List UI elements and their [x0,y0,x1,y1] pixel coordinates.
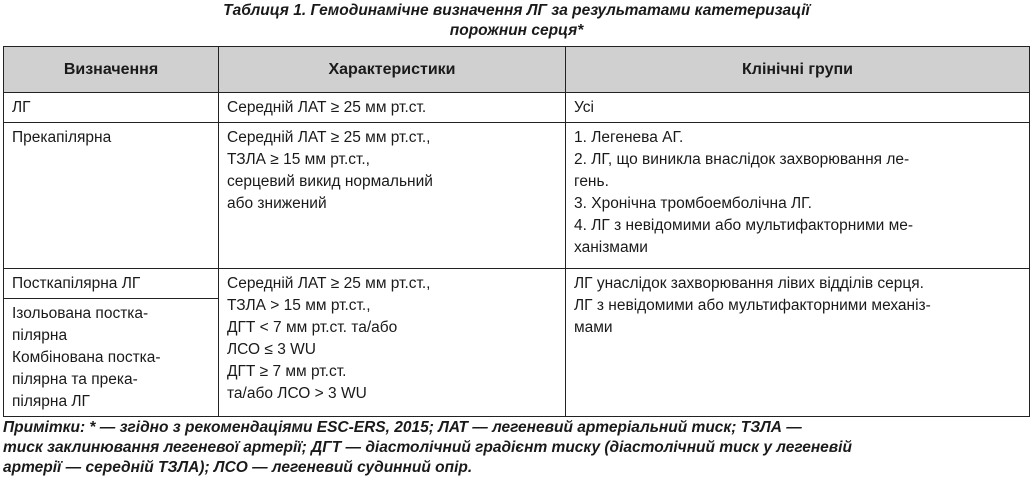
cell-definition: Посткапілярна ЛГ [4,269,219,299]
cell-characteristics [219,269,566,417]
text-line: пілярна та прека- [12,371,138,388]
text-line: ЛСО ≤ 3 WU [227,341,316,358]
text-line: пілярна ЛГ [12,393,90,410]
text-line: Середній ЛАТ ≥ 25 мм рт.ст., [227,129,431,146]
text-line: ТЗЛА > 15 мм рт.ст., [227,297,371,314]
cell-groups [566,123,1030,269]
table-header-row [4,47,1030,93]
text-line: 3. Хронічна тромбоемболічна ЛГ. [574,195,812,212]
cell-groups [566,269,1030,417]
header-clinical-groups: Клінічні групи [566,47,1030,93]
cell-characteristics: Середній ЛАТ ≥ 25 мм рт.ст. [219,93,566,123]
text-line: 2. ЛГ, що виникла внаслідок захворювання ле- [574,151,910,168]
text-line: ханізмами [574,239,648,256]
text-line: мами [574,319,613,336]
cell-definition: ЛГ [4,93,219,123]
cell-groups: Усі [566,93,1030,123]
text-line: гень. [574,173,609,190]
hemodynamic-table [3,46,1030,417]
text-line: Ізольована постка- [12,305,149,322]
table-caption [0,1,1033,41]
text-line: та/або ЛСО > 3 WU [227,385,367,402]
text-line: ЛГ з невідомими або мультифакторними механіз- [574,297,931,314]
text-line: ТЗЛА ≥ 15 мм рт.ст., [227,151,370,168]
text-line: Комбінована постка- [12,349,161,366]
text-line: ДГТ < 7 мм рт.ст. та/або [227,319,398,336]
table-notes [3,418,1029,478]
cell-sub-definition [4,299,219,417]
text-line: 4. ЛГ з невідомими або мультифакторними ме- [574,217,914,234]
notes-line: тиск заклинювання легеневої артерії; ДГТ — діастолічний градієнт тиску (діастолічний тиск у легеневій [3,439,852,456]
text-line: пілярна [12,327,68,344]
cell-definition: Прекапілярна [4,123,219,269]
table-row [4,123,1030,269]
text-line: ДГТ ≥ 7 мм рт.ст. [227,363,347,380]
caption-line-1: Таблиця 1. Гемодинамічне визначення ЛГ за результатами катетеризації [223,2,810,19]
notes-line: Примітки: * — згідно з рекомендаціями ESC-ERS, 2015; ЛАТ — легеневий артеріальний тиск; ТЗЛА — [3,419,802,436]
caption-line-2: порожнин серця* [449,22,584,39]
cell-characteristics [219,123,566,269]
text-line: або знижений [227,195,327,212]
table-row [4,269,1030,299]
text-line: ЛГ унаслідок захворювання лівих відділів серця. [574,275,924,292]
header-definition: Визначення [4,47,219,93]
table-row [4,93,1030,123]
text-line: Середній ЛАТ ≥ 25 мм рт.ст., [227,275,431,292]
notes-line: артерії — середній ТЗЛА); ЛСО — легеневий судинний опір. [3,459,473,476]
text-line: серцевий викид нормальний [227,173,433,190]
header-characteristics: Характеристики [219,47,566,93]
text-line: 1. Легенева АГ. [574,129,684,146]
